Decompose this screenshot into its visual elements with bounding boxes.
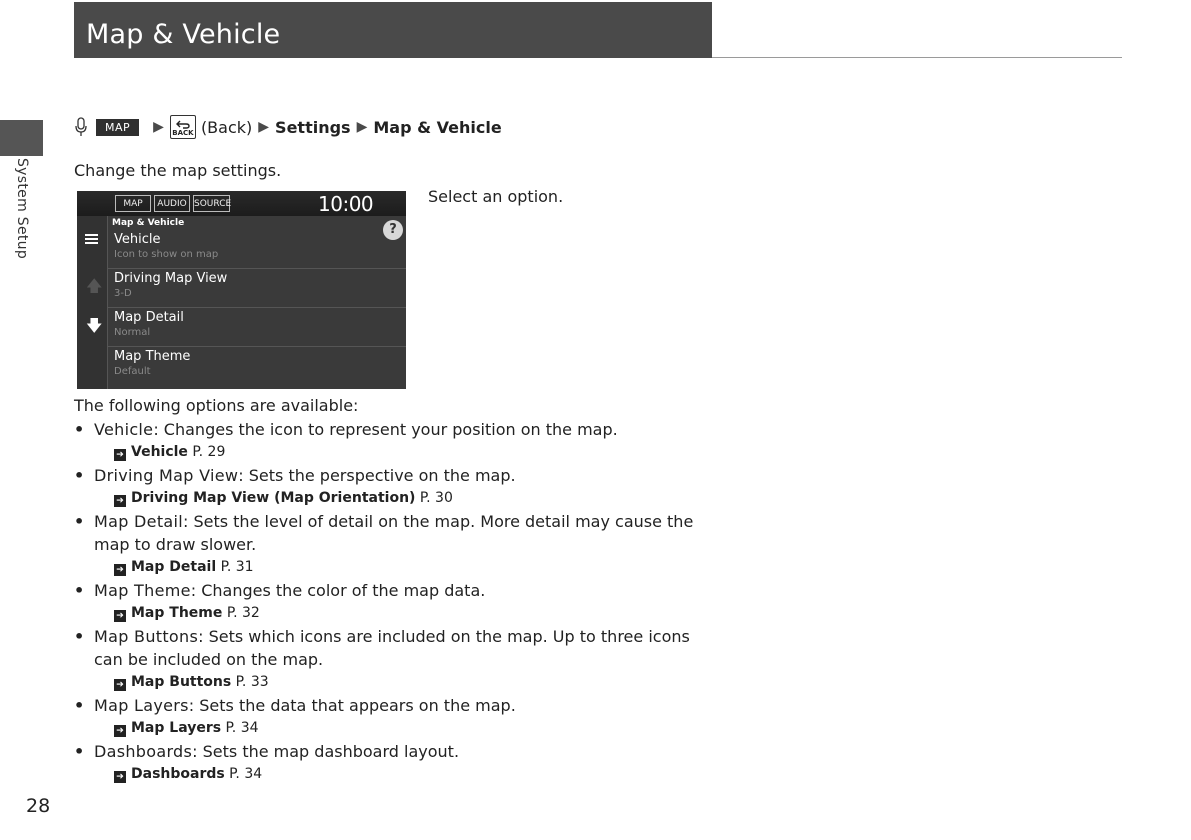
screen-clock: 10:00 <box>318 192 374 216</box>
cross-reference-link[interactable] <box>114 602 260 625</box>
screen-item-title: Map Theme <box>114 349 191 364</box>
screen-list-item <box>108 230 406 269</box>
option-term: Map Detail <box>94 512 183 531</box>
bullet: • <box>74 420 85 439</box>
screen-item-value: 3-D <box>114 288 132 299</box>
cross-reference-link[interactable] <box>114 763 262 786</box>
reference-title: Map Buttons <box>131 674 232 690</box>
screen-list-item <box>108 308 406 347</box>
option-desc: : Sets the level of detail on the map. More detail may cause the map to draw slower. <box>94 512 694 554</box>
cross-reference-link[interactable] <box>114 441 225 464</box>
screen-tab-source: SOURCE <box>193 195 230 212</box>
screen-left-column <box>77 216 108 389</box>
map-button-icon: MAP <box>96 119 139 136</box>
intro-text: Change the map settings. <box>74 161 282 180</box>
reference-title: Driving Map View (Map Orientation) <box>131 490 416 506</box>
reference-page: P. 34 <box>229 766 263 782</box>
navigation-screen-illustration <box>77 191 406 389</box>
chapter-tab-marker <box>0 120 43 156</box>
scroll-up-icon: 🡅 <box>86 276 103 295</box>
option-desc: : Sets the map dashboard layout. <box>192 742 460 761</box>
help-icon: ? <box>383 220 403 240</box>
screen-tab-audio: AUDIO <box>154 195 190 212</box>
bullet: • <box>74 696 85 715</box>
breadcrumb-separator: ▶ <box>356 119 368 135</box>
breadcrumb-separator: ▶ <box>258 119 270 135</box>
reference-page: P. 29 <box>192 444 226 460</box>
reference-arrow-icon: ➔ <box>114 564 126 576</box>
header-rule <box>712 57 1122 58</box>
screen-item-title: Vehicle <box>114 232 161 247</box>
option-term: Map Layers <box>94 696 189 715</box>
back-arrow-icon <box>176 120 190 129</box>
reference-title: Map Detail <box>131 559 217 575</box>
screen-list-item <box>108 347 406 385</box>
reference-arrow-icon: ➔ <box>114 610 126 622</box>
back-button-icon <box>170 115 196 139</box>
breadcrumb-settings: Settings <box>275 117 351 137</box>
reference-title: Map Layers <box>131 720 222 736</box>
bullet: • <box>74 742 85 761</box>
breadcrumb <box>74 116 502 138</box>
bullet: • <box>74 466 85 485</box>
screen-item-value: Icon to show on map <box>114 249 219 260</box>
reference-page: P. 32 <box>226 605 260 621</box>
options-intro: The following options are available: <box>74 396 359 415</box>
page-title: Map & Vehicle <box>86 19 281 50</box>
screen-tab-map: MAP <box>115 195 151 212</box>
option-desc: : Sets which icons are included on the map. Up to three icons can be included on the map. <box>94 627 690 669</box>
reference-page: P. 31 <box>220 559 254 575</box>
bullet: • <box>74 581 85 600</box>
cross-reference-link[interactable] <box>114 671 269 694</box>
reference-arrow-icon: ➔ <box>114 679 126 691</box>
reference-title: Vehicle <box>131 444 188 460</box>
option-term: Vehicle <box>94 420 154 439</box>
reference-arrow-icon: ➔ <box>114 771 126 783</box>
back-key-label: BACK <box>172 129 194 137</box>
cross-reference-link[interactable] <box>114 487 453 510</box>
option-term: Driving Map View <box>94 466 239 485</box>
screen-item-title: Map Detail <box>114 310 184 325</box>
bullet: • <box>74 512 85 531</box>
bullet: • <box>74 627 85 646</box>
cross-reference-link[interactable] <box>114 717 259 740</box>
reference-page: P. 30 <box>419 490 453 506</box>
voice-command-icon <box>74 117 88 137</box>
cross-reference-link[interactable] <box>114 556 254 579</box>
screen-item-value: Default <box>114 366 151 377</box>
breadcrumb-current: Map & Vehicle <box>373 117 502 137</box>
menu-icon <box>85 234 98 236</box>
reference-arrow-icon: ➔ <box>114 449 126 461</box>
screen-item-title: Driving Map View <box>114 271 228 286</box>
option-desc: : Changes the color of the map data. <box>190 581 486 600</box>
option-desc: : Sets the data that appears on the map. <box>188 696 516 715</box>
option-desc: : Changes the icon to represent your position on the map. <box>153 420 618 439</box>
screen-list-item <box>108 269 406 308</box>
chapter-tab-label: System Setup <box>14 158 30 260</box>
screen-caption: Select an option. <box>428 187 564 206</box>
screen-item-value: Normal <box>114 327 151 338</box>
reference-page: P. 33 <box>235 674 269 690</box>
back-label: (Back) <box>200 117 253 137</box>
option-term: Map Buttons <box>94 627 199 646</box>
scroll-down-icon: 🡇 <box>86 316 103 335</box>
screen-title: Map & Vehicle <box>112 218 185 228</box>
reference-page: P. 34 <box>225 720 259 736</box>
page-number: 28 <box>26 795 51 817</box>
reference-title: Dashboards <box>131 766 225 782</box>
breadcrumb-separator: ▶ <box>153 119 164 135</box>
option-term: Dashboards <box>94 742 193 761</box>
option-term: Map Theme <box>94 581 191 600</box>
option-desc: : Sets the perspective on the map. <box>238 466 516 485</box>
reference-title: Map Theme <box>131 605 223 621</box>
reference-arrow-icon: ➔ <box>114 725 126 737</box>
reference-arrow-icon: ➔ <box>114 495 126 507</box>
